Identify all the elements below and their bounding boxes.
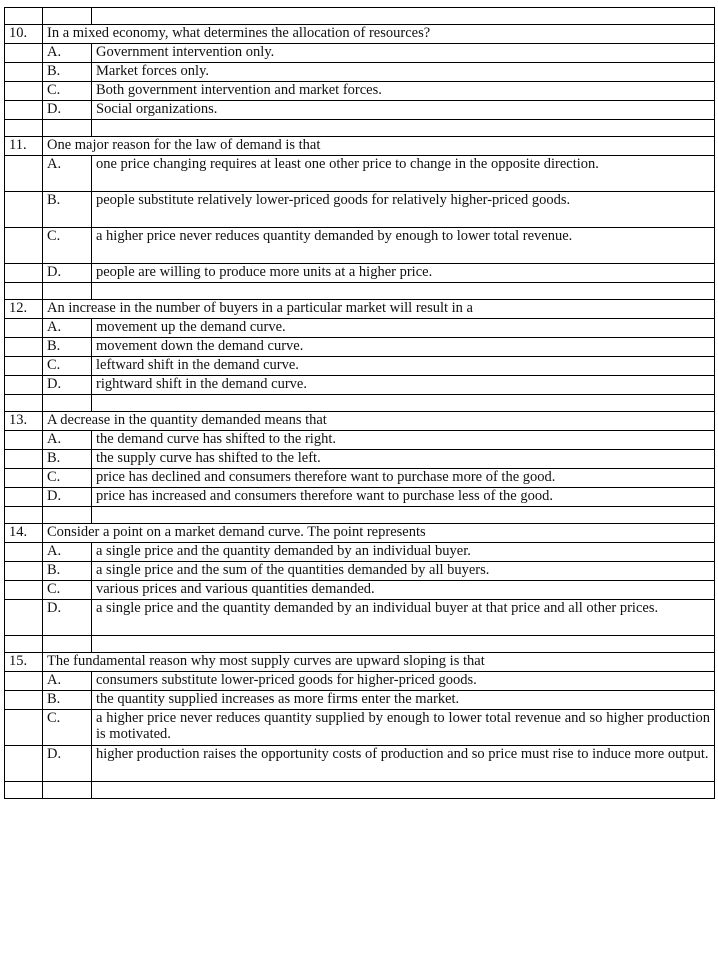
option-row [5, 338, 715, 357]
option-text: Government intervention only. [92, 44, 715, 63]
option-letter: A. [43, 44, 92, 63]
option-text: people are willing to produce more units at a higher price. [92, 264, 715, 283]
spacer-row [5, 8, 715, 25]
question-number: 15. [5, 653, 43, 672]
option-row [5, 101, 715, 120]
option-row [5, 63, 715, 82]
question-stem: In a mixed economy, what determines the allocation of resources? [43, 25, 715, 44]
option-row [5, 44, 715, 63]
option-letter: D. [43, 600, 92, 636]
option-row [5, 319, 715, 338]
option-text: a single price and the sum of the quantities demanded by all buyers. [92, 562, 715, 581]
option-letter: C. [43, 469, 92, 488]
option-letter: A. [43, 431, 92, 450]
option-letter: A. [43, 543, 92, 562]
option-row [5, 543, 715, 562]
option-letter: D. [43, 376, 92, 395]
option-row [5, 581, 715, 600]
question-stem: An increase in the number of buyers in a particular market will result in a [43, 300, 715, 319]
question-number: 10. [5, 25, 43, 44]
option-row [5, 600, 715, 636]
option-row [5, 82, 715, 101]
option-row [5, 488, 715, 507]
option-row [5, 156, 715, 192]
option-row [5, 562, 715, 581]
option-letter: D. [43, 746, 92, 782]
option-row [5, 469, 715, 488]
option-text: the quantity supplied increases as more firms enter the market. [92, 691, 715, 710]
option-row [5, 264, 715, 283]
option-letter: D. [43, 101, 92, 120]
option-text: a single price and the quantity demanded by an individual buyer at that price and all other prices. [92, 600, 715, 636]
option-letter: A. [43, 156, 92, 192]
option-row [5, 376, 715, 395]
question-number: 11. [5, 137, 43, 156]
option-text: movement down the demand curve. [92, 338, 715, 357]
option-text: Social organizations. [92, 101, 715, 120]
option-text: movement up the demand curve. [92, 319, 715, 338]
option-text: higher production raises the opportunity costs of production and so price must rise to induce more output. [92, 746, 715, 782]
option-row [5, 746, 715, 782]
option-row [5, 691, 715, 710]
question-row [5, 25, 715, 44]
option-letter: B. [43, 450, 92, 469]
option-letter: C. [43, 228, 92, 264]
question-table [4, 7, 715, 799]
option-text: various prices and various quantities demanded. [92, 581, 715, 600]
option-text: a higher price never reduces quantity supplied by enough to lower total revenue and so higher production is motivated. [92, 710, 715, 746]
option-letter: C. [43, 82, 92, 101]
option-text: people substitute relatively lower-priced goods for relatively higher-priced goods. [92, 192, 715, 228]
question-row [5, 524, 715, 543]
question-row [5, 300, 715, 319]
option-letter: C. [43, 710, 92, 746]
option-text: Market forces only. [92, 63, 715, 82]
option-letter: A. [43, 672, 92, 691]
option-text: Both government intervention and market forces. [92, 82, 715, 101]
option-row [5, 357, 715, 376]
option-text: leftward shift in the demand curve. [92, 357, 715, 376]
spacer-row [5, 507, 715, 524]
option-row [5, 192, 715, 228]
question-number: 14. [5, 524, 43, 543]
option-row [5, 672, 715, 691]
option-text: consumers substitute lower-priced goods for higher-priced goods. [92, 672, 715, 691]
option-text: rightward shift in the demand curve. [92, 376, 715, 395]
option-letter: A. [43, 319, 92, 338]
option-text: a single price and the quantity demanded by an individual buyer. [92, 543, 715, 562]
option-text: a higher price never reduces quantity demanded by enough to lower total revenue. [92, 228, 715, 264]
option-row [5, 228, 715, 264]
spacer-row [5, 636, 715, 653]
option-text: one price changing requires at least one other price to change in the opposite direction. [92, 156, 715, 192]
question-row [5, 137, 715, 156]
option-text: the demand curve has shifted to the right. [92, 431, 715, 450]
question-number: 13. [5, 412, 43, 431]
spacer-row [5, 782, 715, 799]
question-stem: A decrease in the quantity demanded means that [43, 412, 715, 431]
option-text: price has declined and consumers therefore want to purchase more of the good. [92, 469, 715, 488]
option-letter: D. [43, 488, 92, 507]
question-stem: Consider a point on a market demand curve. The point represents [43, 524, 715, 543]
option-text: the supply curve has shifted to the left. [92, 450, 715, 469]
spacer-row [5, 283, 715, 300]
question-row [5, 412, 715, 431]
option-letter: B. [43, 691, 92, 710]
option-letter: B. [43, 562, 92, 581]
option-row [5, 450, 715, 469]
spacer-row [5, 395, 715, 412]
option-letter: B. [43, 338, 92, 357]
option-row [5, 431, 715, 450]
question-row [5, 653, 715, 672]
option-row [5, 710, 715, 746]
option-letter: C. [43, 357, 92, 376]
question-number: 12. [5, 300, 43, 319]
option-text: price has increased and consumers therefore want to purchase less of the good. [92, 488, 715, 507]
question-stem: The fundamental reason why most supply curves are upward sloping is that [43, 653, 715, 672]
option-letter: B. [43, 192, 92, 228]
question-stem: One major reason for the law of demand is that [43, 137, 715, 156]
spacer-row [5, 120, 715, 137]
option-letter: C. [43, 581, 92, 600]
option-letter: B. [43, 63, 92, 82]
option-letter: D. [43, 264, 92, 283]
